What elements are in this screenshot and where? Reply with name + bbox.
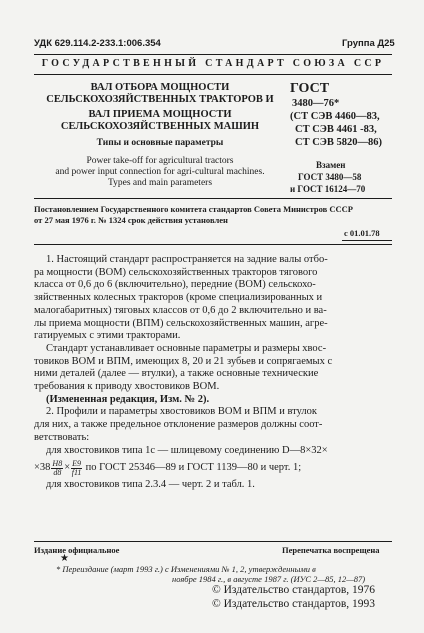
- instead-label: Взамен: [316, 160, 346, 170]
- paragraph-3: [34, 406, 394, 444]
- standard-banner: ГОСУДАРСТВЕННЫЙ СТАНДАРТ СОЮЗА ССР: [41, 58, 385, 69]
- p1-line: гатируемых с этими тракторами.: [34, 330, 181, 342]
- title-ru-subtitle: Типы и основные параметры: [96, 138, 224, 148]
- reissue-note-line1: * Переиздание (март 1993 г.) с Изменениями № 1, 2, утвержденными в: [56, 564, 316, 574]
- decree-rule: [34, 244, 392, 245]
- p1-line: класса от 0,6 до 6 (включительно), передние (ВОМ) сельскохо-: [34, 279, 316, 291]
- paragraph-2: [34, 343, 394, 394]
- title-ru-line1: ВАЛ ОТБОРА МОЩНОСТИ: [90, 82, 230, 93]
- reissue-note-line2: ноябре 1984 г., в августе 1987 г. (ИУС 2—85, 12—87): [172, 574, 366, 584]
- p4-line1: для хвостовиков типа 1с — шлицевому соединению D—8×32×: [46, 444, 328, 456]
- udk-code: УДК 629.114.2-233.1:006.354: [34, 38, 161, 49]
- gost-number: 3480—76*: [292, 98, 340, 109]
- sev-ref-2: СТ СЭВ 4461 -83,: [295, 124, 377, 135]
- p1-line: 1. Настоящий стандарт распространяется на задние валы отбо-: [46, 254, 328, 265]
- p2-line: Стандарт устанавливает основные параметры и размеры хвос-: [46, 342, 327, 354]
- p3-line: для них, а также предельное отклонение размеров должны соот-: [34, 419, 323, 431]
- title-rule: [34, 198, 392, 199]
- instead-2: и ГОСТ 16124—70: [290, 184, 366, 194]
- fraction-numerator: E9: [72, 458, 82, 468]
- p2-line: требования к приводу хвостовиков ВОМ.: [34, 381, 220, 393]
- title-ru-line2: СЕЛЬСКОХОЗЯЙСТВЕННЫХ ТРАКТОРОВ И: [46, 94, 274, 105]
- decree-line2: от 27 мая 1976 г. № 1324 срок действия установлен: [34, 215, 228, 225]
- p4-rest: по ГОСТ 25346—89 и ГОСТ 1139—80 и черт. 1;: [83, 461, 302, 473]
- p4-formula-line: [34, 457, 394, 479]
- fraction-denominator: f11: [71, 467, 82, 477]
- title-en-line1: Power take-off for agricultural tractors: [86, 156, 234, 166]
- gost-block: [290, 80, 394, 195]
- footer-rule: [34, 541, 392, 542]
- sev-ref-1: (СТ СЭВ 4460—83,: [290, 111, 380, 122]
- body-text: [34, 254, 394, 492]
- p3-line: ветствовать:: [34, 431, 90, 443]
- banner-rule: [34, 74, 392, 75]
- p1-line: зяйственных колесных тракторов (кроме специализированных и: [34, 292, 323, 304]
- title-en-line2: and power input connection for agri-cultural machines.: [55, 167, 265, 177]
- top-rule: [34, 54, 392, 55]
- title-ru-line4: СЕЛЬСКОХОЗЯЙСТВЕННЫХ МАШИН: [60, 121, 260, 132]
- fraction-denominator: d8: [53, 467, 62, 477]
- p5-line: для хвостовиков типа 2.3.4 — черт. 2 и табл. 1.: [46, 479, 255, 491]
- copyright-1976: © Издательство стандартов, 1976: [212, 584, 376, 596]
- group-code: Группа Д25: [342, 38, 395, 49]
- p3-line: 2. Профили и параметры хвостовиков ВОМ и ВПМ и втулок: [46, 406, 317, 418]
- p1-line: малогабаритных) тяговых классов от 0,6 до 2 включительно и ва-: [34, 304, 327, 316]
- gost-label: ГОСТ: [290, 81, 330, 96]
- times-sign: ×: [64, 461, 71, 473]
- decree-line1: Постановлением Государственного комитета стандартов Совета Министров СССР: [34, 204, 353, 214]
- title-en-line3: Types and main parameters: [107, 178, 213, 188]
- fraction-h8-d8: [51, 460, 63, 477]
- title-block: [34, 82, 286, 189]
- p1-line: лы приема мощности (ВПМ) сельскохозяйственных машин, агре-: [34, 317, 328, 329]
- title-ru-line3: ВАЛ ПРИЕМА МОЩНОСТИ: [88, 109, 232, 120]
- reprint-prohibited: Перепечатка воспрещена: [282, 545, 380, 555]
- fraction-numerator: H8: [52, 458, 63, 468]
- date-underline: [342, 240, 392, 241]
- p2-line: ними деталей (далее — втулки), а также основные технические: [34, 368, 319, 380]
- fraction-e9-f11: [71, 460, 82, 477]
- sev-ref-3: СТ СЭВ 5820—86): [295, 137, 383, 148]
- change-note: (Измененная редакция, Изм. № 2).: [46, 393, 210, 405]
- p4-prefix: ×38: [34, 461, 51, 473]
- copyright-1993: © Издательство стандартов, 1993: [212, 598, 376, 610]
- p1-line: ра мощности (ВОМ) сельскохозяйственных тракторов тягового: [34, 266, 318, 278]
- star-icon: ★: [60, 553, 69, 564]
- p2-line: товиков ВОМ и ВПМ, имеющих 8, 20 и 21 зубьев и сопрягаемых с: [34, 355, 333, 367]
- paragraph-1: [34, 254, 394, 343]
- instead-1: ГОСТ 3480—58: [298, 172, 362, 182]
- decree-date: с 01.01.78: [344, 228, 380, 238]
- official-edition: Издание официальное: [34, 545, 120, 555]
